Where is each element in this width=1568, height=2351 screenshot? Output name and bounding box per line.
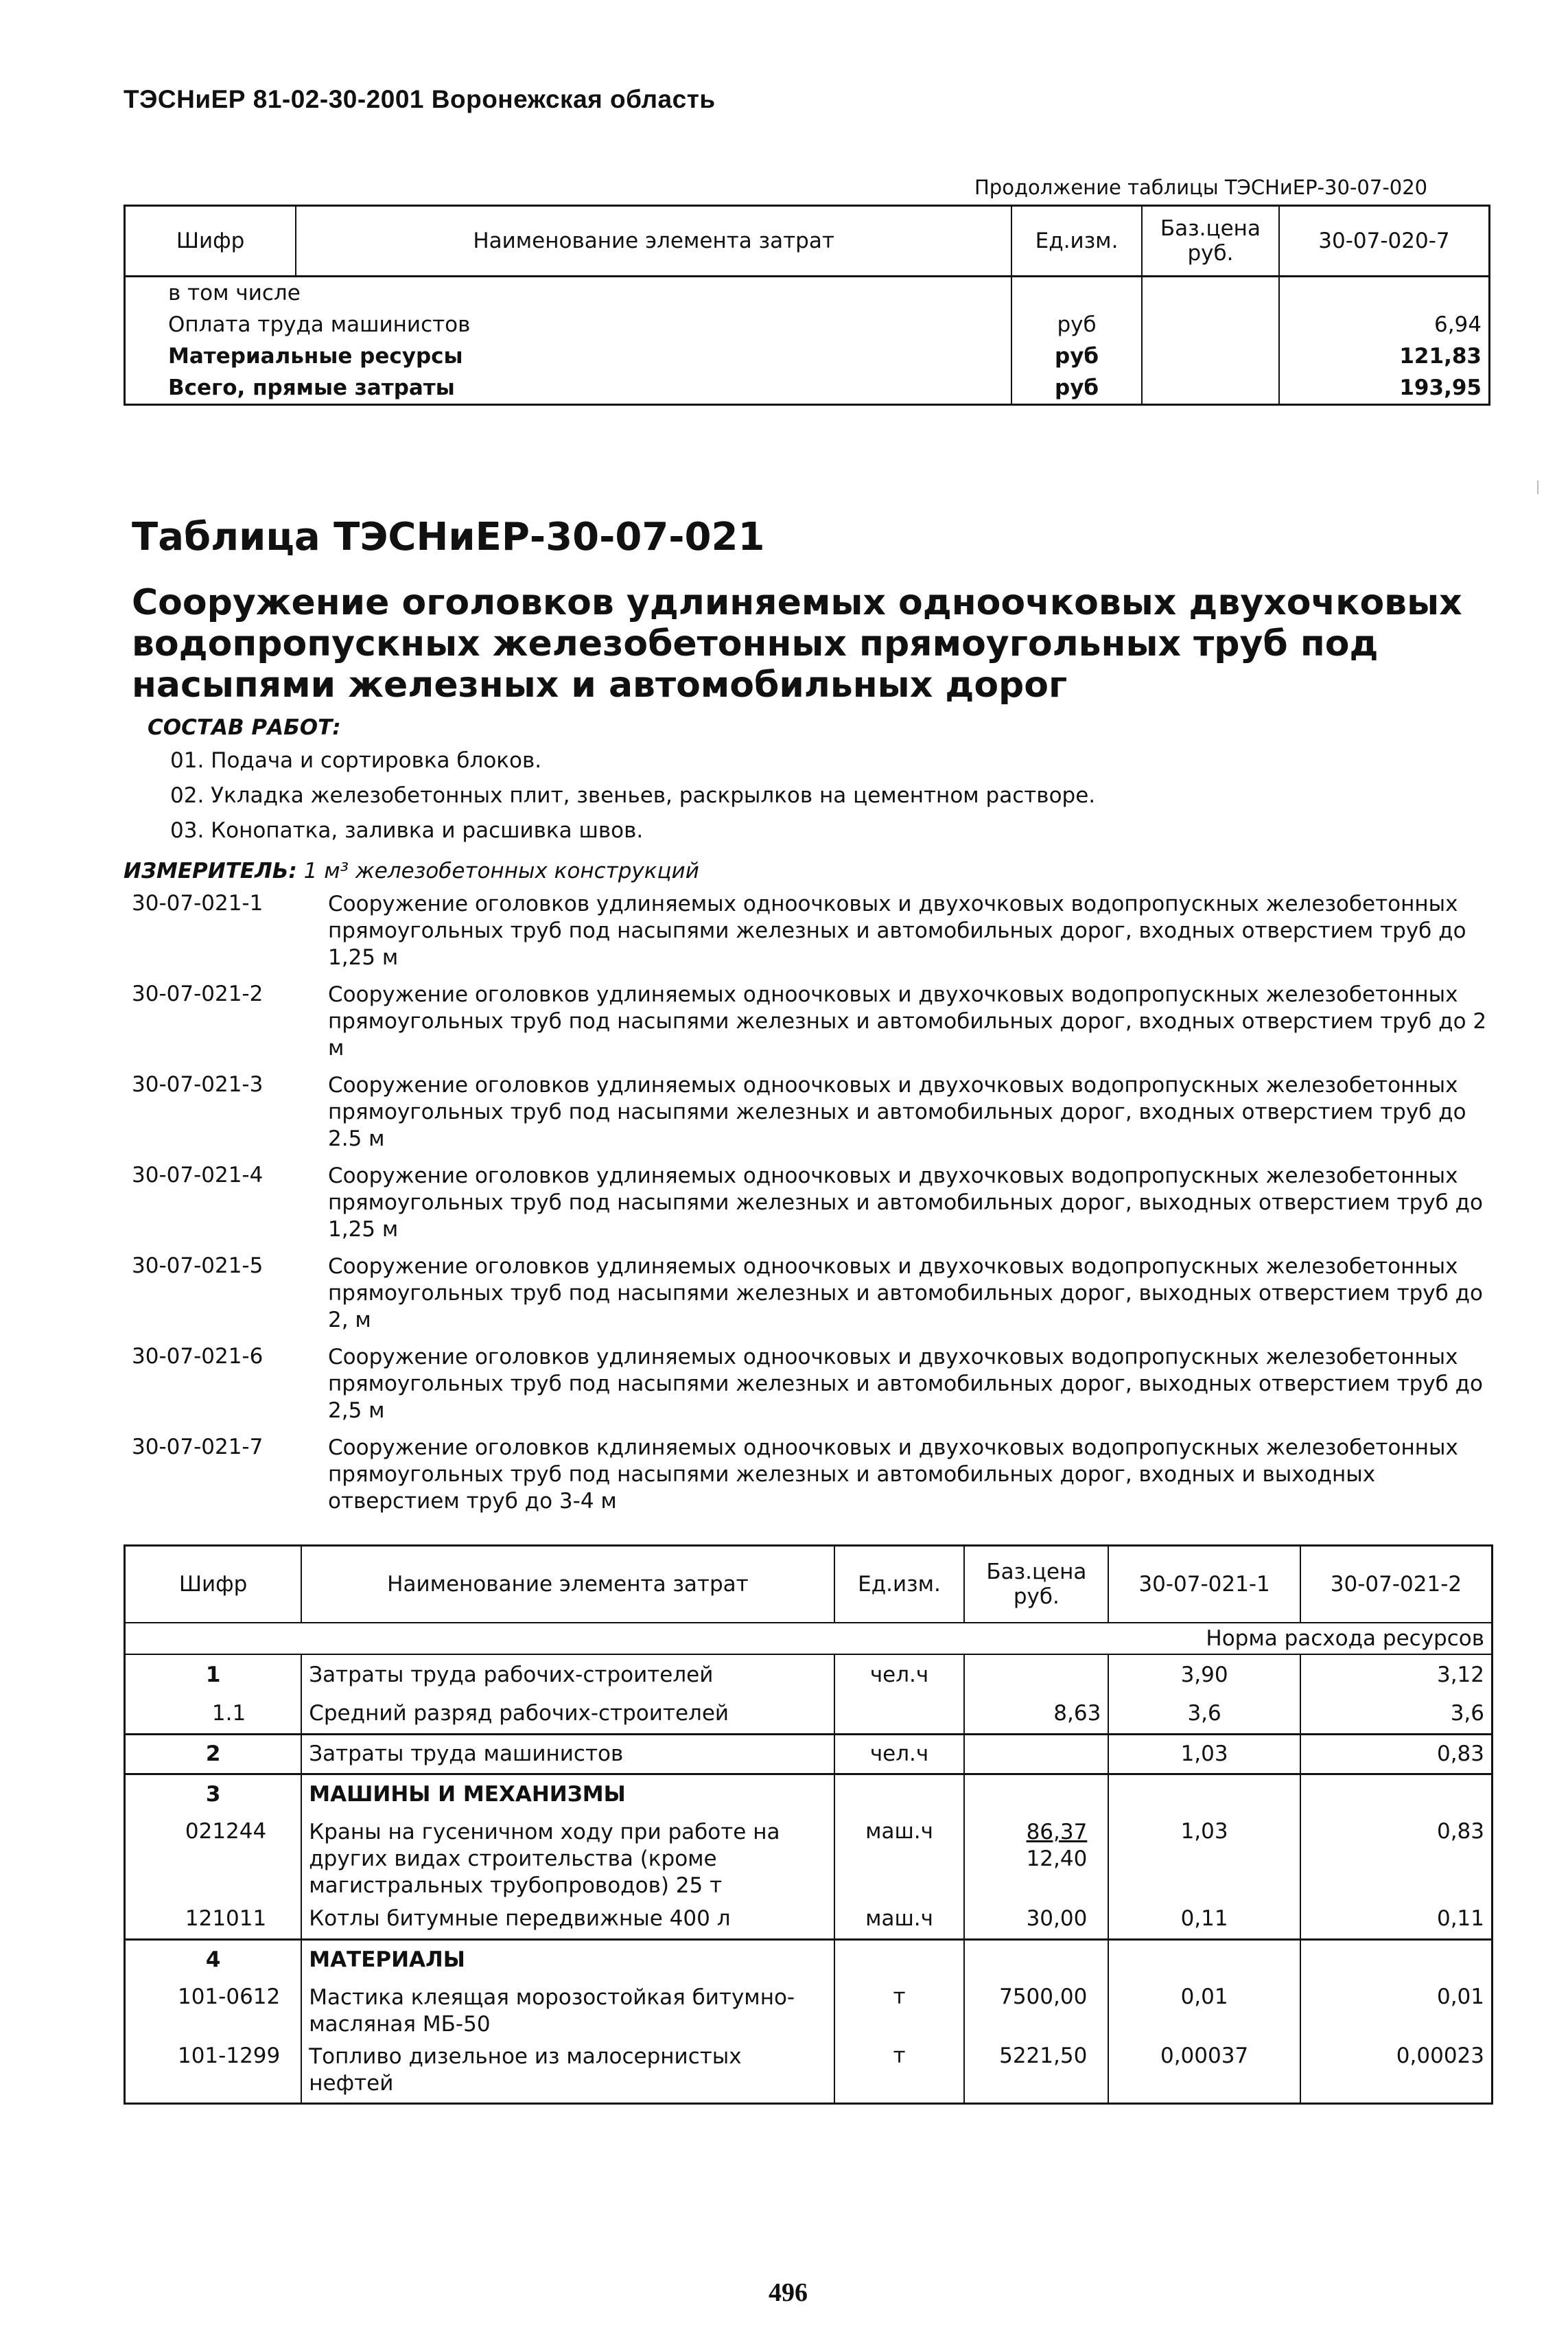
- row-value-2: [1300, 1774, 1493, 1814]
- item-code: 30-07-021-6: [132, 1344, 264, 1369]
- row-price: 7500,00: [964, 1979, 1108, 2038]
- row-price: [964, 1654, 1108, 1694]
- row-unit: чел.ч: [834, 1654, 965, 1694]
- item-description: Сооружение оголовков удлиняемых одноочковых и двухочковых водопропускных железобетонных прямоугольных труб под насыпями железных и автомобильных дорог, входных отверстием труб до 2.5 м: [328, 1073, 1466, 1151]
- table-row: [125, 372, 1490, 405]
- table-row: [125, 309, 1490, 340]
- row-value-1: 1,03: [1108, 1814, 1300, 1899]
- column-header: Баз.цена руб.: [964, 1546, 1108, 1623]
- row-unit: маш.ч: [834, 1814, 965, 1899]
- column-header: 30-07-021-1: [1108, 1546, 1300, 1623]
- row-value-2: 3,6: [1450, 1701, 1484, 1726]
- row-name: Материальные ресурсы: [125, 340, 1012, 372]
- row-price: [1142, 277, 1279, 310]
- row-name: Всего, прямые затраты: [125, 372, 1012, 405]
- row-unit: руб: [1011, 340, 1142, 372]
- row-value-2: 3,12: [1436, 1662, 1484, 1687]
- item-code: 30-07-021-2: [132, 982, 264, 1006]
- table-title: Таблица ТЭСНиЕР-30-07-021: [132, 515, 765, 559]
- row-value-1: 0,01: [1108, 1979, 1300, 2038]
- item-code: 30-07-021-3: [132, 1072, 264, 1097]
- row-price: [964, 1939, 1108, 1979]
- resource-table: [124, 1544, 1493, 2105]
- row-unit: [834, 1694, 965, 1734]
- work-item: 03. Конопатка, заливка и расшивка швов.: [170, 818, 644, 843]
- column-header: 30-07-020-7: [1279, 206, 1490, 277]
- meter-value: 1 м³ железобетонных конструкций: [303, 859, 699, 883]
- column-header: Ед.изм.: [834, 1546, 965, 1623]
- row-name: МАТЕРИАЛЫ: [301, 1939, 834, 1979]
- column-header: Наименование элемента затрат: [301, 1546, 834, 1623]
- table-row: [125, 1979, 1493, 2038]
- table-row: [125, 1814, 1493, 1899]
- row-price: [1142, 372, 1279, 405]
- row-value-2: 0,01: [1436, 1984, 1484, 2009]
- column-header: Шифр: [125, 1546, 302, 1623]
- row-value-2: 0,83: [1300, 1734, 1493, 1774]
- meter-label: ИЗМЕРИТЕЛЬ:: [124, 859, 297, 883]
- row-price-secondary: 12,40: [1026, 1846, 1088, 1871]
- item-description: Сооружение оголовков кдлиняемых одноочковых и двухочковых водопропускных железобетонных прямоугольных труб под насыпями железных и автомобильных дорог, входных и выходных отверстием труб до 3-4 м: [328, 1435, 1458, 1514]
- row-price: 5221,50: [964, 2038, 1108, 2104]
- row-unit: [834, 1939, 965, 1979]
- table-header-row: [125, 206, 1490, 277]
- table-row: [125, 1694, 1493, 1734]
- row-name: Мастика клеящая морозостойкая битумно-масляная МБ-50: [301, 1979, 834, 2038]
- work-item: 02. Укладка железобетонных плит, звеньев, раскрылков на цементном растворе.: [170, 783, 1096, 808]
- row-value-2: [1300, 1939, 1493, 1979]
- table-row: [125, 1899, 1493, 1939]
- table-row: [125, 340, 1490, 372]
- table-row: [125, 2038, 1493, 2104]
- row-unit: т: [834, 1979, 965, 2038]
- row-code: 1.1: [125, 1694, 302, 1734]
- row-value-1: [1108, 1939, 1300, 1979]
- row-price: [1142, 309, 1279, 340]
- norm-label: Норма расхода ресурсов: [1108, 1623, 1492, 1654]
- previous-table: [124, 205, 1490, 406]
- row-value: 6,94: [1434, 312, 1482, 337]
- table-row: [125, 1734, 1493, 1774]
- row-value-1: [1108, 1774, 1300, 1814]
- continuation-caption: Продолжение таблицы ТЭСНиЕР-30-07-020: [974, 176, 1428, 199]
- row-code: 101-1299: [125, 2038, 302, 2104]
- row-code: 021244: [125, 1814, 302, 1899]
- item-description: Сооружение оголовков удлиняемых одноочковых и двухочковых водопропускных железобетонных прямоугольных труб под насыпями железных и автомобильных дорог, выходных отверстием труб до 2, м: [328, 1254, 1484, 1332]
- row-price: 30,00: [964, 1899, 1108, 1939]
- table-subtitle: Сооружение оголовков удлиняемых одноочковых двухочковых водопропускных железобетонных прямоугольных труб под насыпями железных и автомобильных дорог: [132, 582, 1462, 706]
- table-row: [125, 1939, 1493, 1979]
- row-value: 121,83: [1399, 344, 1482, 369]
- row-unit: руб: [1011, 372, 1142, 405]
- column-header: Шифр: [125, 206, 296, 277]
- scan-artifact: [1537, 480, 1538, 494]
- row-price: [964, 1774, 1108, 1814]
- item-description: Сооружение оголовков удлиняемых одноочковых и двухочковых водопропускных железобетонных прямоугольных труб под насыпями железных и автомобильных дорог, выходных отверстием труб до 2,5 м: [328, 1345, 1484, 1423]
- row-code: 101-0612: [125, 1979, 302, 2038]
- row-name: Затраты труда рабочих-строителей: [301, 1654, 834, 1694]
- item-description: Сооружение оголовков удлиняемых одноочковых и двухочковых водопропускных железобетонных прямоугольных труб под насыпями железных и автомобильных дорог, входных отверстием труб до 2 м: [328, 982, 1487, 1061]
- document-header: ТЭСНиЕР 81-02-30-2001 Воронежская область: [124, 85, 716, 113]
- row-value-1: 0,00037: [1108, 2038, 1300, 2104]
- row-value-1: 3,6: [1108, 1694, 1300, 1734]
- column-header: Наименование элемента затрат: [296, 206, 1011, 277]
- row-code: 121011: [125, 1899, 302, 1939]
- table-header-row: [125, 1546, 1493, 1623]
- work-item: 01. Подача и сортировка блоков.: [170, 748, 542, 773]
- row-name: МАШИНЫ И МЕХАНИЗМЫ: [301, 1774, 834, 1814]
- norm-row: [125, 1623, 1493, 1654]
- item-code: 30-07-021-1: [132, 891, 264, 916]
- item-code: 30-07-021-4: [132, 1163, 264, 1188]
- works-heading: СОСТАВ РАБОТ:: [148, 715, 341, 740]
- meter-line: [124, 859, 699, 883]
- row-value-1: 3,90: [1108, 1654, 1300, 1694]
- row-value: [1279, 277, 1490, 310]
- row-name: Оплата труда машинистов: [125, 309, 1012, 340]
- row-value-2: 0,00023: [1396, 2043, 1484, 2068]
- column-header: Ед.изм.: [1011, 206, 1142, 277]
- row-name: в том числе: [125, 277, 1012, 310]
- page-number: 496: [769, 2278, 808, 2307]
- row-name: Котлы битумные передвижные 400 л: [301, 1899, 834, 1939]
- row-unit: руб: [1011, 309, 1142, 340]
- row-name: Краны на гусеничном ходу при работе на других видах строительства (кроме магистральных трубопроводов) 25 т: [301, 1814, 834, 1899]
- row-name: Затраты труда машинистов: [301, 1734, 834, 1774]
- row-code: 3: [125, 1774, 302, 1814]
- row-price: [1142, 340, 1279, 372]
- row-unit: [834, 1774, 965, 1814]
- column-header: Баз.цена руб.: [1142, 206, 1279, 277]
- item-description: Сооружение оголовков удлиняемых одноочковых и двухочковых водопропускных железобетонных прямоугольных труб под насыпями железных и автомобильных дорог, выходных отверстием труб до 1,25 м: [328, 1163, 1484, 1242]
- row-code: 4: [125, 1939, 302, 1979]
- item-code: 30-07-021-5: [132, 1253, 264, 1278]
- table-row: [125, 1654, 1493, 1694]
- item-code: 30-07-021-7: [132, 1435, 264, 1459]
- row-price: 86,37: [1026, 1820, 1088, 1844]
- row-value-1: 1,03: [1108, 1734, 1300, 1774]
- table-row: [125, 277, 1490, 310]
- column-header: 30-07-021-2: [1300, 1546, 1493, 1623]
- row-price: 8,63: [964, 1694, 1108, 1734]
- row-value-1: 0,11: [1108, 1899, 1300, 1939]
- row-value-2: 0,11: [1436, 1906, 1484, 1932]
- row-price: [964, 1734, 1108, 1774]
- row-unit: чел.ч: [834, 1734, 965, 1774]
- table-row: [125, 1774, 1493, 1814]
- row-value-2: 0,83: [1436, 1819, 1484, 1844]
- row-name: Топливо дизельное из малосернистых нефтей: [301, 2038, 834, 2104]
- row-code: 2: [125, 1734, 302, 1774]
- row-value: 193,95: [1399, 375, 1482, 400]
- row-name: Средний разряд рабочих-строителей: [301, 1694, 834, 1734]
- item-description: Сооружение оголовков удлиняемых одноочковых и двухочковых водопропускных железобетонных прямоугольных труб под насыпями железных и автомобильных дорог, входных отверстием труб до 1,25 м: [328, 892, 1466, 970]
- row-unit: т: [834, 2038, 965, 2104]
- row-unit: маш.ч: [834, 1899, 965, 1939]
- row-code: 1: [125, 1654, 302, 1694]
- row-unit: [1011, 277, 1142, 310]
